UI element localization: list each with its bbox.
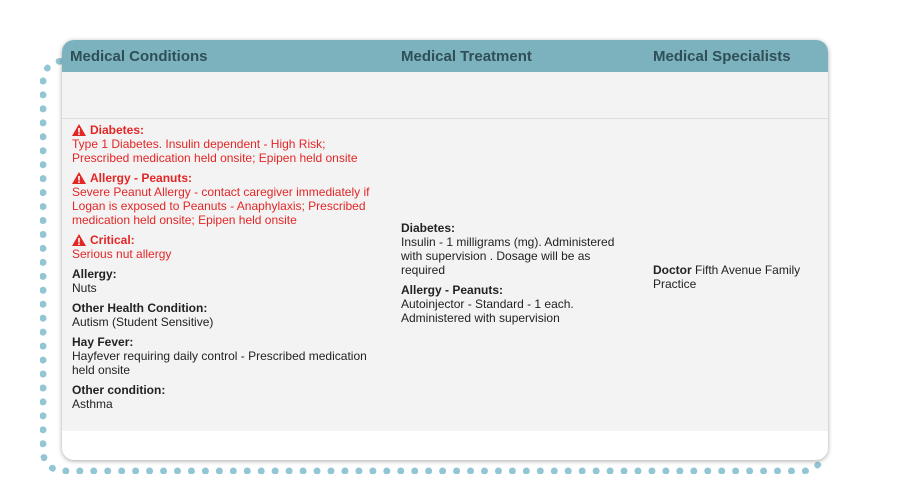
condition-title: [72, 301, 377, 315]
medical-info-card: [62, 40, 828, 460]
condition-entry: [72, 123, 377, 165]
condition-text: Nuts: [72, 281, 97, 295]
condition-entry: [72, 267, 377, 295]
treatment-text: Insulin - 1 milligrams (mg). Administered with supervision . Dosage will be as required: [401, 235, 615, 277]
condition-title: [72, 171, 377, 185]
treatment-title: [401, 283, 631, 297]
condition-title-text: Other Health Condition:: [72, 301, 208, 315]
condition-title-text: Diabetes:: [90, 123, 145, 137]
treatment-text: Autoinjector - Standard - 1 each. Administered with supervision: [401, 297, 574, 325]
condition-title: [72, 123, 377, 137]
condition-entry: [72, 233, 377, 261]
condition-title: [72, 233, 377, 247]
table-row-empty: [62, 72, 828, 119]
condition-title-text: Hay Fever:: [72, 335, 134, 349]
specialists-cell: [653, 263, 823, 291]
warning-icon: [72, 124, 86, 136]
condition-title: [72, 335, 377, 349]
condition-entry: [72, 301, 377, 329]
condition-entry: [72, 383, 377, 411]
condition-title: [72, 383, 377, 397]
condition-text: Severe Peanut Allergy - contact caregiver immediately if Logan is exposed to Peanuts - Anaphylaxis; Prescribed medication held onsite; Epipen held onsite: [72, 185, 370, 227]
treatment-title-text: Diabetes:: [401, 221, 456, 235]
condition-text: Hayfever requiring daily control - Prescribed medication held onsite: [72, 349, 367, 377]
table-header: [62, 40, 828, 72]
condition-title: [72, 267, 377, 281]
treatment-cell: [401, 221, 631, 331]
condition-text: Autism (Student Sensitive): [72, 315, 214, 329]
treatment-title: [401, 221, 631, 235]
condition-text: Serious nut allergy: [72, 247, 172, 261]
header-medical-conditions: Medical Conditions: [70, 48, 208, 65]
condition-text: Asthma: [72, 397, 113, 411]
specialist-role: Doctor: [653, 263, 692, 277]
treatment-entry: [401, 221, 631, 277]
header-medical-treatment: Medical Treatment: [401, 48, 532, 65]
treatment-entry: [401, 283, 631, 325]
warning-icon: [72, 234, 86, 246]
condition-title-text: Allergy:: [72, 267, 117, 281]
header-medical-specialists: Medical Specialists: [653, 48, 791, 65]
warning-icon: [72, 172, 86, 184]
condition-title-text: Critical:: [90, 233, 135, 247]
conditions-cell: [72, 123, 377, 417]
condition-entry: [72, 335, 377, 377]
condition-title-text: Allergy - Peanuts:: [90, 171, 193, 185]
treatment-title-text: Allergy - Peanuts:: [401, 283, 504, 297]
condition-title-text: Other condition:: [72, 383, 166, 397]
specialist-name: Fifth Avenue Family Practice: [653, 263, 801, 291]
condition-text: Type 1 Diabetes. Insulin dependent - High Risk; Prescribed medication held onsite; Epipen held onsite: [72, 137, 358, 165]
condition-entry: [72, 171, 377, 227]
table-row: [62, 119, 828, 431]
